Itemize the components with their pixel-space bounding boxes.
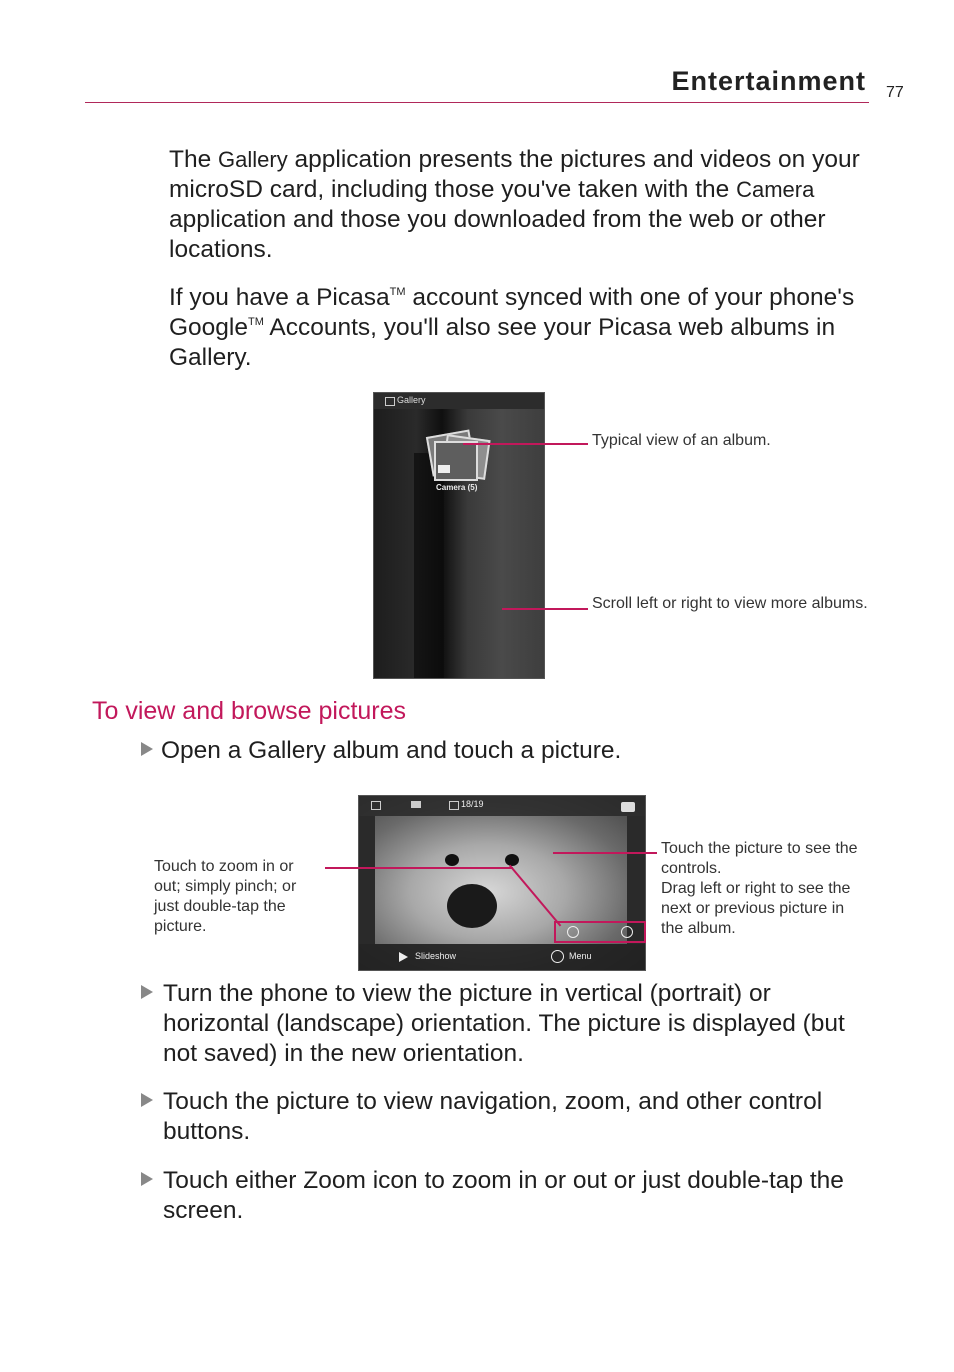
dog-eye-right (505, 854, 519, 866)
section-title: Entertainment (671, 66, 866, 96)
zoom-highlight-box (554, 921, 646, 943)
header-rule (85, 102, 869, 103)
bullet-2-text: Turn the phone to view the picture in vertical (portrait) or horizontal (landscape) orientation. The picture is displayed (but not saved) in the new orientation. (163, 980, 845, 1067)
bullet-arrow-icon (141, 1172, 153, 1186)
menu-button[interactable]: Menu (569, 951, 592, 961)
album-label: Camera (5) (436, 483, 478, 492)
intro-paragraph-2 (169, 283, 869, 373)
bullet-arrow-icon (141, 742, 153, 756)
trademark-1: TM (389, 286, 406, 298)
caption-zoom: Touch to zoom in or out; simply pinch; or just double-tap the picture. (154, 858, 297, 935)
bullet-3-text: Touch the picture to view navigation, zoom, and other control buttons. (163, 1088, 823, 1145)
p1-mid: application presents the pictures and videos on your microSD card, including those you've taken with the (169, 146, 860, 203)
callout-scroll: Scroll left or right to view more albums. (592, 595, 868, 612)
gallery-topbar-label: Gallery (397, 395, 426, 405)
gallery-icon[interactable] (371, 801, 381, 810)
camera-keyword: Camera (736, 177, 815, 202)
picture-view-screenshot (358, 795, 646, 971)
bullet-4-text: Touch either Zoom icon to zoom in or out or just double-tap the screen. (163, 1167, 844, 1224)
dog-nose (447, 884, 497, 928)
p2-pre: If you have a Picasa (169, 284, 390, 311)
caption-controls-1: Touch the picture to see the controls. (661, 840, 858, 877)
left-edge (359, 816, 375, 944)
page-number: 77 (886, 84, 904, 101)
bullet-arrow-icon (141, 1093, 153, 1107)
bullet-3-arrow (141, 1087, 161, 1117)
p1-pre: The (169, 146, 219, 173)
dog-eye-left (445, 854, 459, 866)
bullet-4-arrow (141, 1166, 161, 1196)
p1-post: application and those you downloaded from the web or other locations. (169, 206, 826, 263)
bullet-2-arrow (141, 979, 161, 1009)
subheading: To view and browse pictures (92, 697, 407, 725)
callout-line-album (463, 443, 588, 445)
callout-line-zoom (325, 867, 513, 869)
slideshow-button[interactable]: Slideshow (415, 951, 457, 961)
gallery-icon (385, 397, 395, 406)
album-photo-front[interactable] (434, 441, 478, 481)
gallery-keyword: Gallery (218, 147, 288, 172)
play-icon (399, 952, 408, 962)
album-icon[interactable] (449, 801, 459, 810)
callout-line-controls (553, 852, 657, 854)
picture-topbar (359, 796, 645, 816)
p2-mid: account synced with one of your phone's Google (169, 284, 855, 341)
bullet-1-text: Open a Gallery album and touch a picture. (161, 737, 622, 764)
p2-post: Accounts, you'll also see your Picasa web albums in Gallery. (169, 314, 836, 371)
picture-bottombar (359, 944, 645, 970)
gallery-topbar (374, 393, 544, 409)
caption-controls-2: Drag left or right to see the next or previous picture in the album. (661, 880, 851, 937)
camera-icon[interactable] (411, 801, 421, 808)
trademark-2: TM (248, 316, 264, 328)
menu-icon (551, 950, 564, 963)
bullet-1 (141, 736, 621, 766)
callout-album: Typical view of an album. (592, 432, 771, 449)
caption-controls (661, 839, 861, 939)
camera-shutter-icon[interactable] (621, 802, 635, 812)
picture-counter: 18/19 (461, 799, 484, 809)
camera-badge-icon (438, 465, 450, 473)
bullet-arrow-icon (141, 985, 153, 999)
callout-line-scroll (502, 608, 588, 610)
intro-paragraph-1 (169, 145, 869, 265)
gallery-screenshot (373, 392, 545, 679)
